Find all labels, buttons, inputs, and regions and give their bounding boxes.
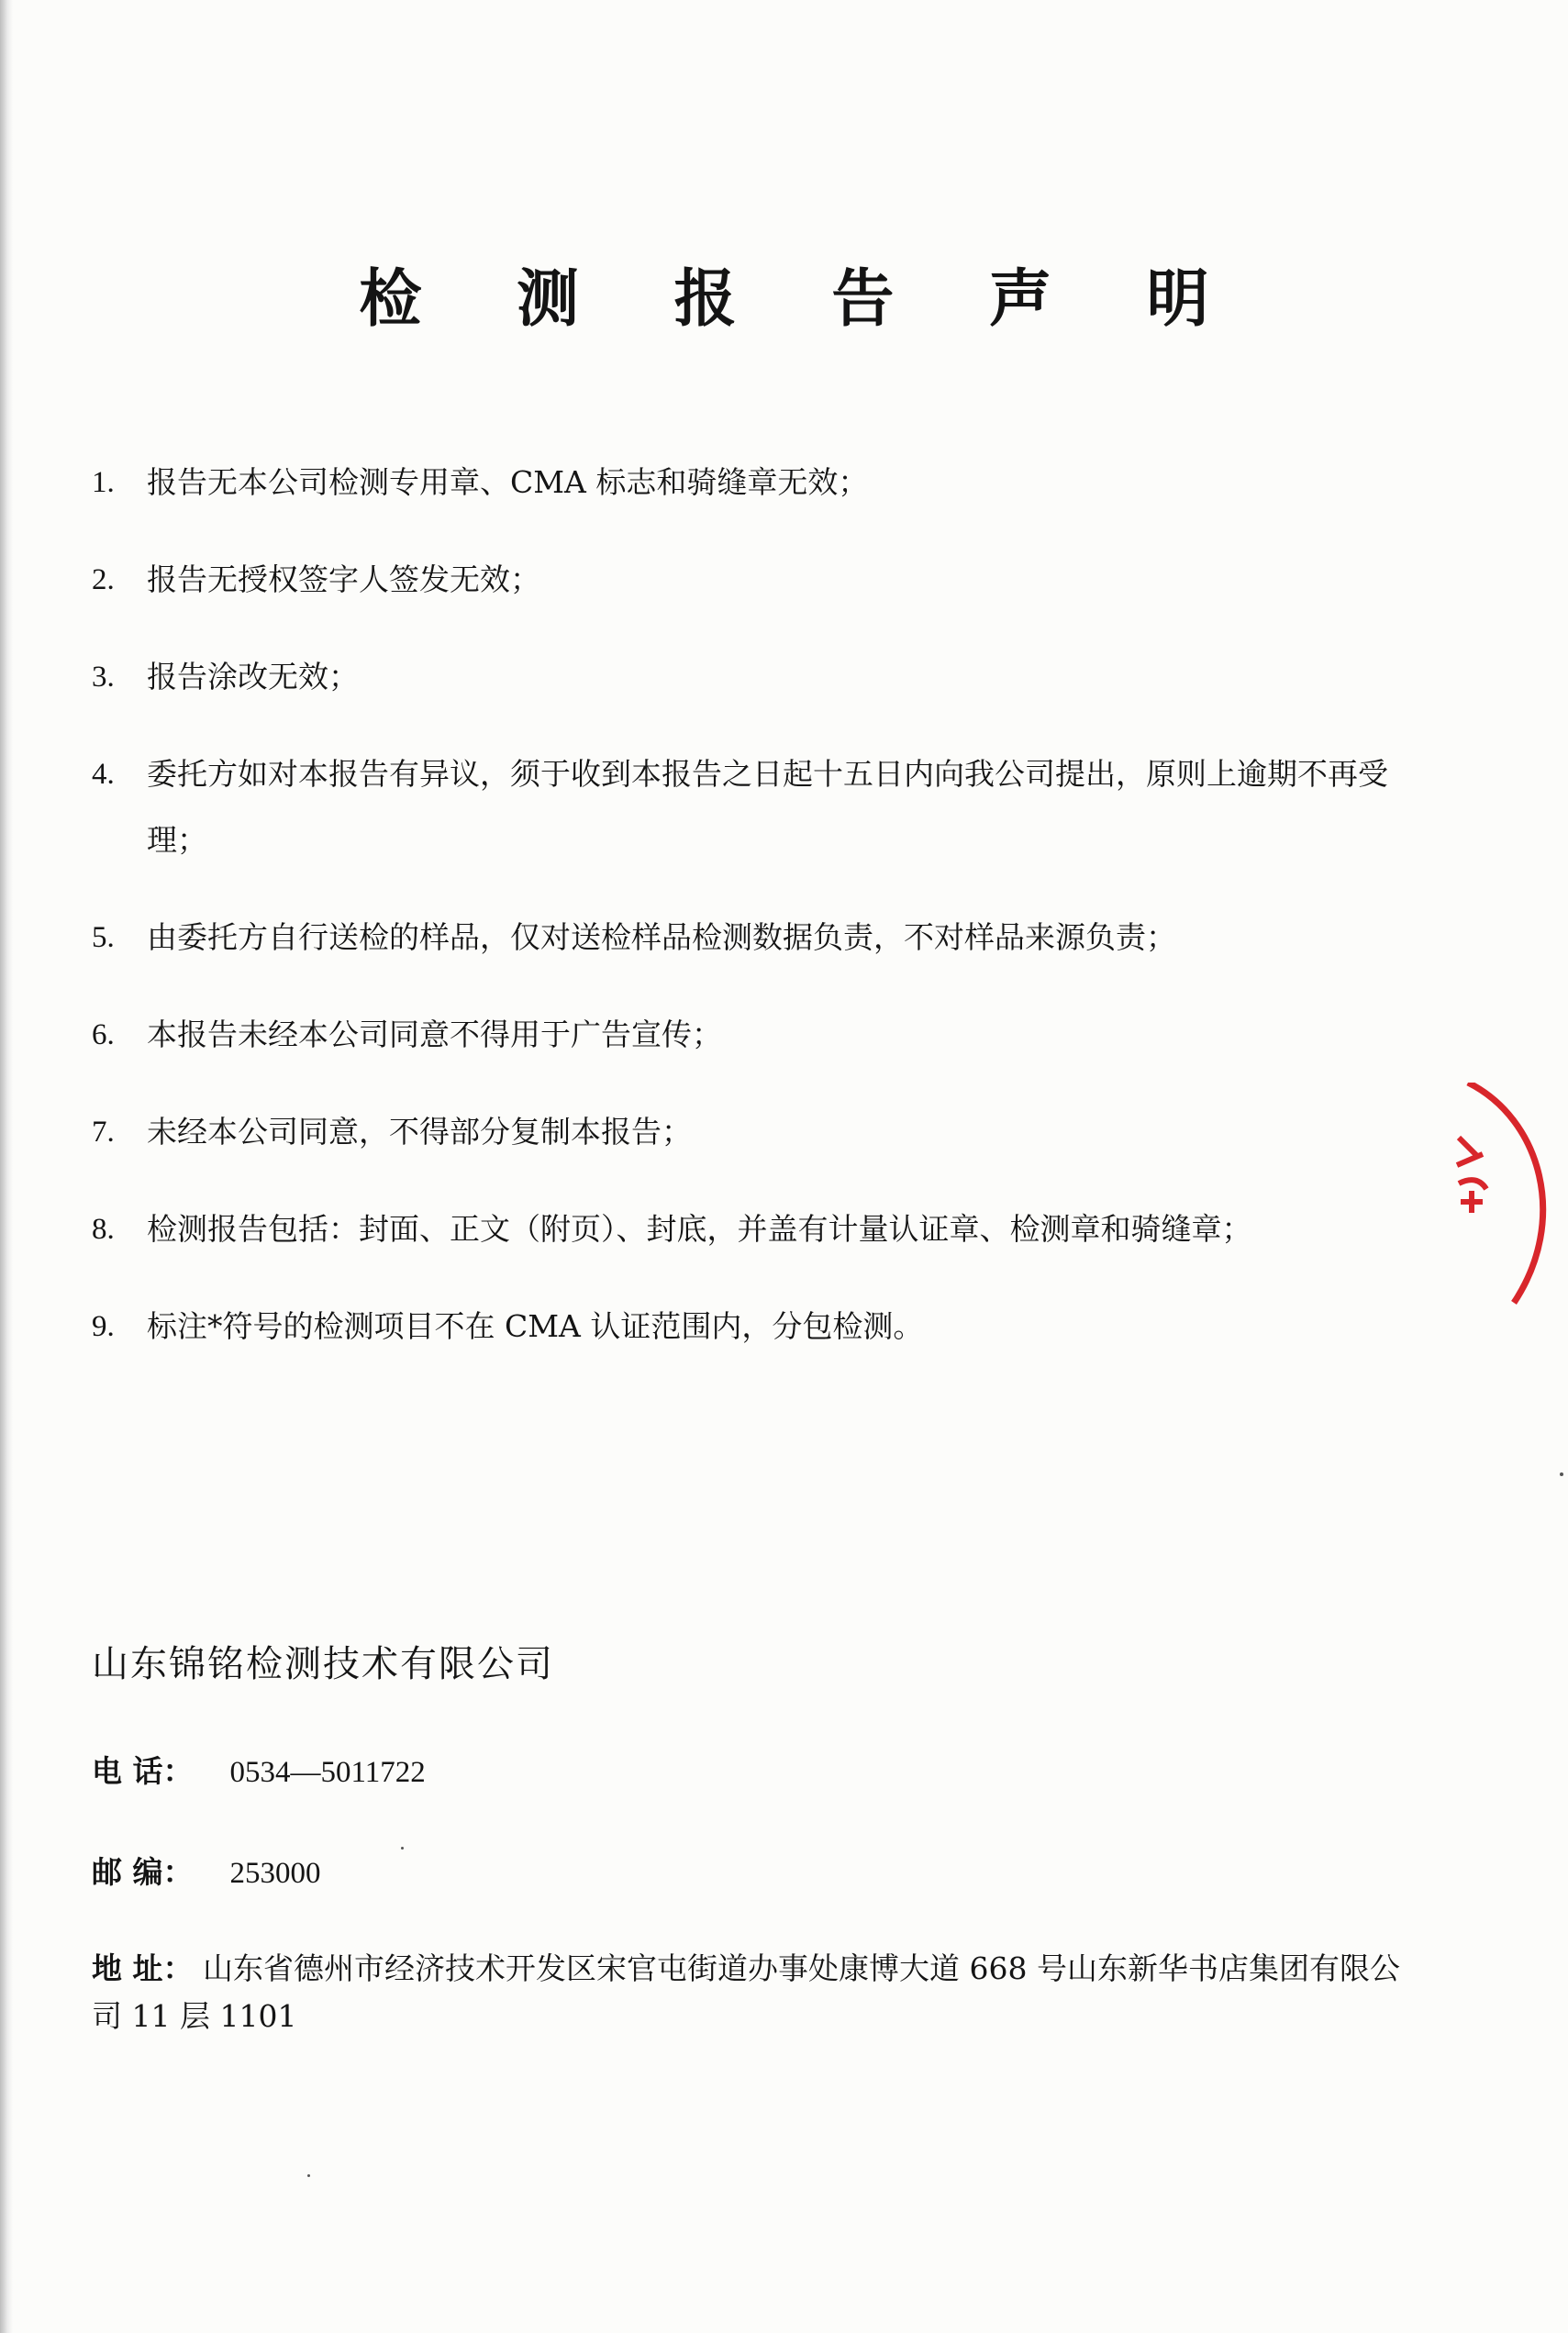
clause-number: 8. [92, 1213, 115, 1246]
clause-item [92, 644, 1422, 710]
postcode-label: 邮 编： [92, 1854, 194, 1890]
clause-item [92, 741, 1422, 873]
scan-speck [401, 1847, 404, 1850]
clause-number: 9. [92, 1310, 115, 1343]
clause-item [92, 1196, 1422, 1262]
phone-value: 0534—5011722 [229, 1756, 426, 1789]
clause-text: 报告涂改无效； [147, 659, 359, 694]
clause-number: 7. [92, 1116, 115, 1149]
phone-row [92, 1748, 426, 1791]
clause-text: 标注*符号的检测项目不在 CMA 认证范围内，分包检测。 [147, 1308, 924, 1344]
postcode-value: 253000 [229, 1857, 321, 1890]
clause-text: 本报告未经本公司同意不得用于广告宣传； [147, 1017, 722, 1052]
clause-item [92, 1294, 1422, 1360]
clause-item [92, 450, 1422, 516]
scan-speck [1560, 1472, 1563, 1476]
address-value: 山东省德州市经济技术开发区宋官屯街道办事处康博大道 668 号山东新华书店集团有限公司 11 层 1101 [92, 1950, 1400, 2034]
page-edge-shadow [0, 0, 13, 2333]
statement-clauses [92, 450, 1422, 1391]
clause-number: 3. [92, 661, 115, 694]
company-name: 山东锦铭检测技术有限公司 [92, 1643, 554, 1685]
clause-text: 委托方如对本报告有异议，须于收到本报告之日起十五日内向我公司提出，原则上逾期不再受理； [147, 756, 1388, 858]
clause-text: 由委托方自行送检的样品，仅对送检样品检测数据负责，不对样品来源负责； [147, 919, 1176, 955]
scan-speck [307, 2174, 310, 2177]
clause-item [92, 905, 1422, 971]
clause-number: 4. [92, 758, 115, 791]
address-label: 地 址： [92, 1950, 194, 1986]
phone-label: 电 话： [92, 1753, 194, 1789]
clause-item [92, 1099, 1422, 1165]
clause-item [92, 547, 1422, 613]
clause-text: 未经本公司同意，不得部分复制本报告； [147, 1114, 692, 1150]
clause-text: 检测报告包括：封面、正文（附页）、封底，并盖有计量认证章、检测章和骑缝章； [147, 1211, 1252, 1247]
clause-number: 2. [92, 563, 115, 596]
clause-number: 5. [92, 921, 115, 954]
seal-stamp-icon [1431, 1083, 1568, 1321]
document-title: 检 测 报 告 声 明 [359, 263, 1246, 336]
clause-number: 6. [92, 1018, 115, 1051]
clause-text: 报告无授权签字人签发无效； [147, 561, 540, 597]
clause-text: 报告无本公司检测专用章、CMA 标志和骑缝章无效； [147, 464, 869, 500]
clause-number: 1. [92, 466, 115, 499]
clause-item [92, 1002, 1422, 1068]
address-block [92, 1945, 1422, 2040]
postcode-row [92, 1849, 321, 1892]
